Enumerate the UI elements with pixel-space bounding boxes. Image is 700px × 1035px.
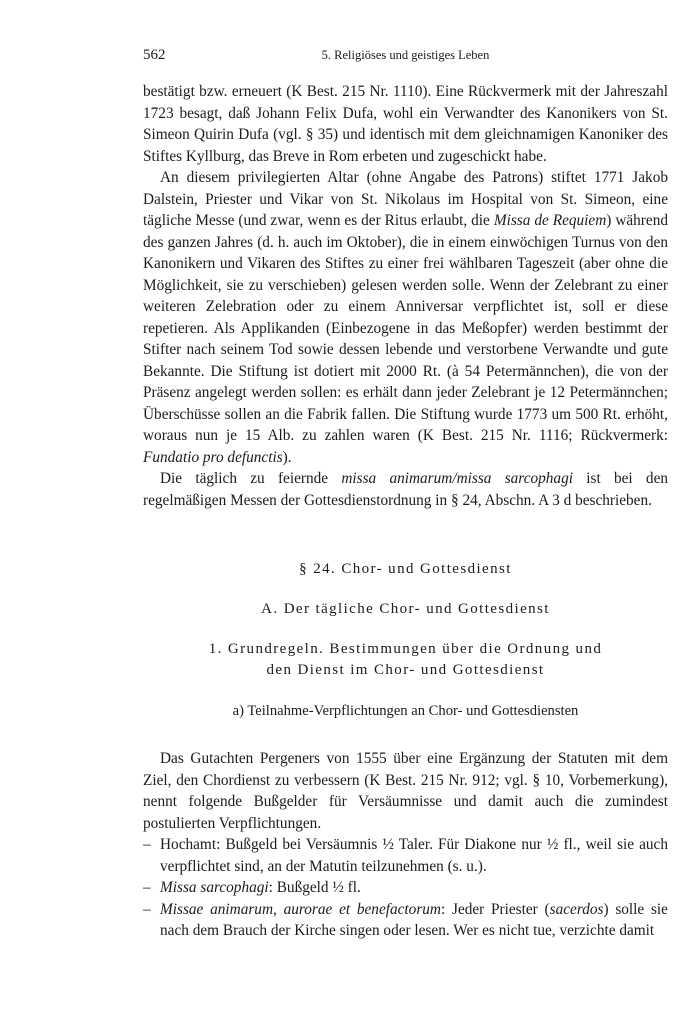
list-item — [143, 834, 668, 877]
paragraph-2-italic-a: Missa de Requiem — [493, 212, 607, 229]
paragraph-4-text: Das Gutachten Pergeners von 1555 über eine Ergänzung der Statuten mit dem Ziel, den Chordienst zu verbessern (K Best. 215 Nr. 912; vgl. § 10, Vorbemerkung), nennt folgende Bußgelder für Versäumnisse und damit auch die zumindest postulierten Verpflichtungen. — [143, 750, 668, 832]
section-heading: § 24. Chor- und Gottesdienst — [299, 561, 512, 577]
paragraph-2-italic-b: Fundatio pro defunctis — [143, 448, 283, 466]
body-text — [143, 81, 668, 942]
paragraph-3-italic: missa animarum/missa sarcophagi — [341, 470, 573, 487]
paragraph-1 — [143, 81, 668, 167]
dash-list — [143, 834, 668, 942]
subsection-heading — [143, 639, 668, 681]
paragraph-2 — [143, 167, 668, 468]
list-item — [143, 877, 668, 899]
paragraph-2-text-b: ) während des ganzen Jahres (d. h. auch im Oktober), die in einem einwöchigen Turnus von den Kanonikern und Vikaren des Stiftes zu einer frei wählbaren Tageszeit (aber ohne die Möglichkeit, sie zu verschieben) gelesen werden solle. Wenn der Zelebrant zu einer weiteren Zelebration oder zu einem Anniversar verpflichtet ist, soll er diese repetieren. Als Applikanden (Einbezogene in das Meßopfer) werden bestimmt der Stifter nach seinem Tod sowie dessen lebende und verstorbene Verwandte und gute Bekannte. Die Stiftung ist dotiert mit 2000 Rt. (à 54 Petermännchen), die von der Präsenz angelegt werden sollen: es erhält dann jeder Zelebrant je 12 Petermännchen; Überschüsse sollen an die Fabrik fallen. Die Stiftung wurde 1773 um 500 Rt. erhöht, woraus nun je 15 Alb. zu zahlen waren (K Best. 215 Nr. 1116; Rückvermerk: — [143, 212, 668, 444]
paragraph-3-text-b: ist bei den regelmäßigen Messen der Gottesdienstordnung in § 24, Abschn. A 3 d beschrieben. — [143, 470, 669, 509]
running-head: 5. Religiöses und geistiges Leben — [321, 48, 490, 62]
page-number: 562 — [143, 47, 166, 63]
paragraph-2-text-c: ). — [282, 448, 292, 466]
list-item-text-b: ) solle sie nach dem Brauch der Kirche singen oder lesen. Wer es nicht tue, verzichte damit — [160, 900, 668, 939]
paragraph-1-text: bestätigt bzw. erneuert (K Best. 215 Nr. 1110). Eine Rückvermerk mit der Jahreszahl 1723 besagt, daß Johann Felix Dufa, wohl ein Verwandter des Kanonikers von St. Simeon Quirin Dufa (vgl. § 35) und identisch mit dem gleichnamigen Kanoniker des Stiftes Kyllburg, das Breve in Rom erbeten und zugeschickt habe. — [143, 83, 668, 165]
paragraph-4 — [143, 748, 668, 834]
subsubsection-heading: a) Teilnahme-Verpflichtungen an Chor- und Gottesdiensten — [232, 703, 579, 719]
list-item — [143, 899, 668, 942]
page-header — [143, 47, 668, 67]
list-item-text: : Jeder Priester ( — [440, 900, 550, 918]
list-item-italic: sacerdos — [549, 900, 604, 918]
list-item-text: Hochamt: Bußgeld bei Versäumnis ½ Taler. Für Diakone nur ½ fl., weil sie auch verpflichtet sind, an der Matutin teilzunehmen (s. u.). — [160, 836, 668, 875]
paragraph-3-text-a: Die täglich zu feiernde — [160, 470, 342, 487]
subsection-heading-line-2: den Dienst im Chor- und Gottesdienst — [266, 662, 545, 678]
paragraph-2-text-a: An diesem privilegierten Altar (ohne Angabe des Patrons) stiftet 1771 Jakob Dalstein, Priester und Vikar von St. Nikolaus im Hospital von St. Simeon, eine tägliche Messe (und zwar, wenn es der Ritus erlaubt, die — [143, 169, 668, 229]
part-heading: A. Der tägliche Chor- und Gottesdienst — [261, 601, 550, 617]
list-item-lead: Missae animarum, aurorae et benefactorum — [160, 900, 441, 918]
subsection-heading-line-1: 1. Grundregeln. Bestimmungen über die Ordnung und — [208, 641, 603, 657]
list-item-lead: Missa sarcophagi — [160, 879, 269, 896]
paragraph-3 — [143, 468, 668, 511]
list-item-text: : Bußgeld ½ fl. — [268, 879, 361, 896]
